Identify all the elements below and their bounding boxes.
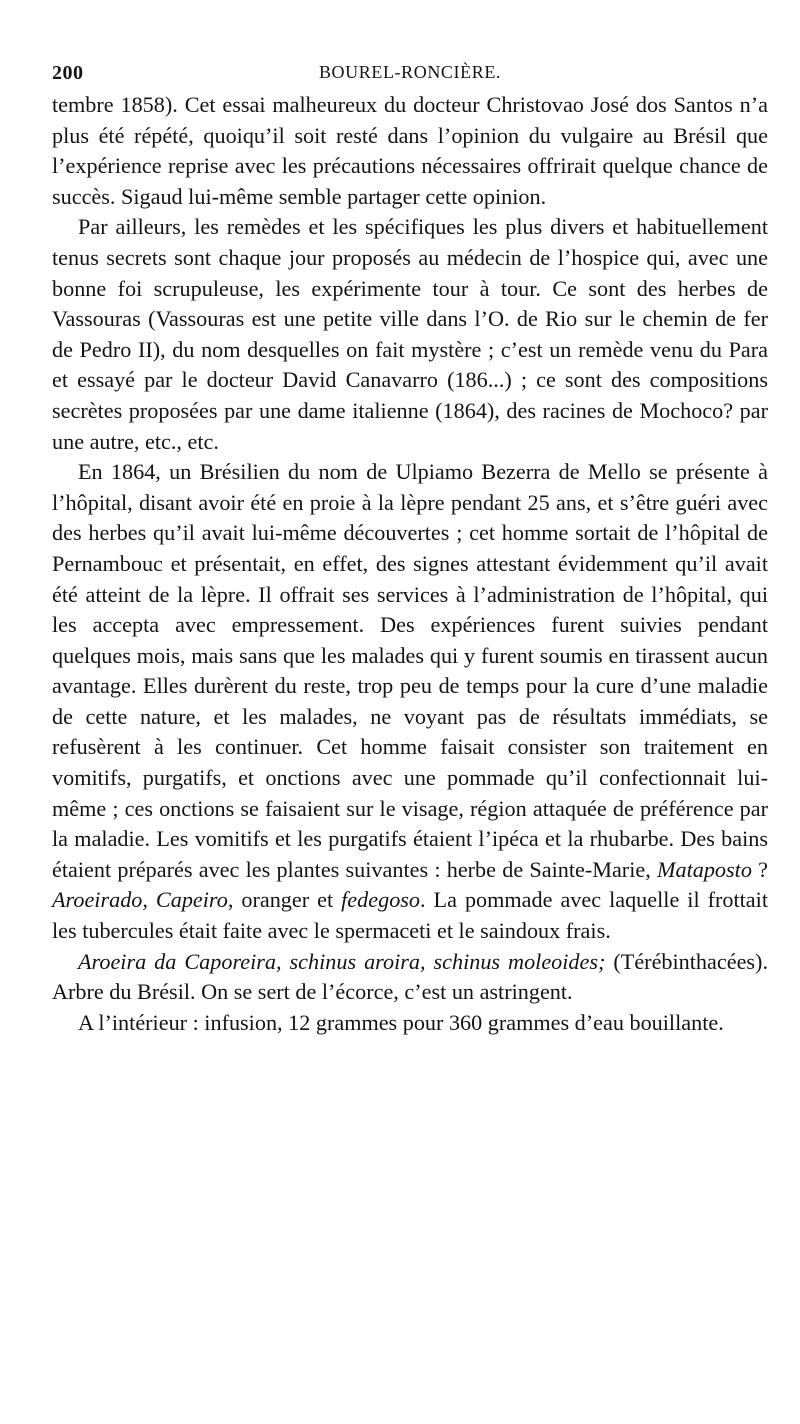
- paragraph-3: [52, 457, 768, 947]
- page-number: 200: [52, 62, 84, 84]
- paragraph-3-italic-fedegoso: fedegoso: [341, 887, 421, 913]
- paragraph-2: Par ailleurs, les remèdes et les spécifiques les plus divers et habituellement tenus secrets sont chaque jour proposés au médecin de l’hospice qui, avec une bonne foi scrupuleuse, les expérimente tour à tour. Ce sont des herbes de Vassouras (Vassouras est une petite ville dans l’O. de Rio sur le chemin de fer de Pedro II), du nom desquelles on fait mystère ; c’est un remède venu du Para et essayé par le docteur David Canavarro (186...) ; ce sont des compositions secrètes proposées par une dame italienne (1864), des racines de Mochoco? par une autre, etc., etc.: [52, 214, 768, 454]
- book-page: [52, 58, 768, 1038]
- running-head: [52, 58, 768, 90]
- paragraph-4: [52, 947, 768, 1008]
- paragraph-4-text: (Térébinthacées). Arbre du Brésil. On se sert de l’écorce, c’est un astringent.: [52, 948, 768, 1005]
- paragraph-3-text-b: ?: [751, 856, 768, 882]
- paragraph-1: tembre 1858). Cet essai malheureux du docteur Christovao José dos Santos n’a plus été répété, quoiqu’il soit resté dans l’opinion du vulgaire au Brésil que l’expérience reprise avec les précautions nécessaires offrirait quelque chance de succès. Sigaud lui-même semble partager cette opinion.: [52, 92, 768, 209]
- paragraph-4-italic-species: Aroeira da Caporeira, schinus aroira, schinus moleoides;: [78, 948, 606, 974]
- paragraph-5: A l’intérieur : infusion, 12 grammes pour 360 grammes d’eau bouillante.: [78, 1009, 724, 1035]
- paragraph-3-italic-mataposto: Mataposto: [657, 856, 752, 882]
- running-title: BOUREL-RONCIÈRE.: [318, 62, 502, 82]
- paragraph-3-text-d: . La pommade avec laquelle il frottait les tubercules était faite avec le spermaceti et le saindoux frais.: [52, 887, 768, 944]
- paragraph-3-italic-plants: Aroeirado, Capeiro: [52, 887, 228, 913]
- paragraph-3-text-a: En 1864, un Brésilien du nom de Ulpiamo Bezerra de Mello se présente à l’hôpital, disant avoir été en proie à la lèpre pendant 25 ans, et s’être guéri avec des herbes qu’il avait lui-même découvertes ; cet homme sortait de l’hôpital de Pernambouc et présentait, en effet, des signes attestant évidemment qu’il avait été atteint de la lèpre. Il offrait ses services à l’administration de l’hôpital, qui les accepta avec empressement. Des expériences furent suivies pendant quelques mois, mais sans que les malades qui y furent soumis en tirassent aucun avantage. Elles durèrent du reste, trop peu de temps pour la cure d’une maladie de cette nature, et les malades, ne voyant pas de résultats immédiats, se refusèrent à les continuer. Cet homme faisait consister son traitement en vomitifs, purgatifs, et onctions avec une pommade qu’il confectionnait lui-même ; ces onctions se faisaient sur le visage, région attaquée de préférence par la maladie. Les vomitifs et les purgatifs étaient l’ipéca et la rhubarbe. Des bains étaient préparés avec les plantes suivantes : herbe de Sainte-Marie,: [52, 459, 768, 882]
- paragraph-3-text-c: , oranger et: [227, 887, 342, 913]
- body-text: [52, 90, 768, 1038]
